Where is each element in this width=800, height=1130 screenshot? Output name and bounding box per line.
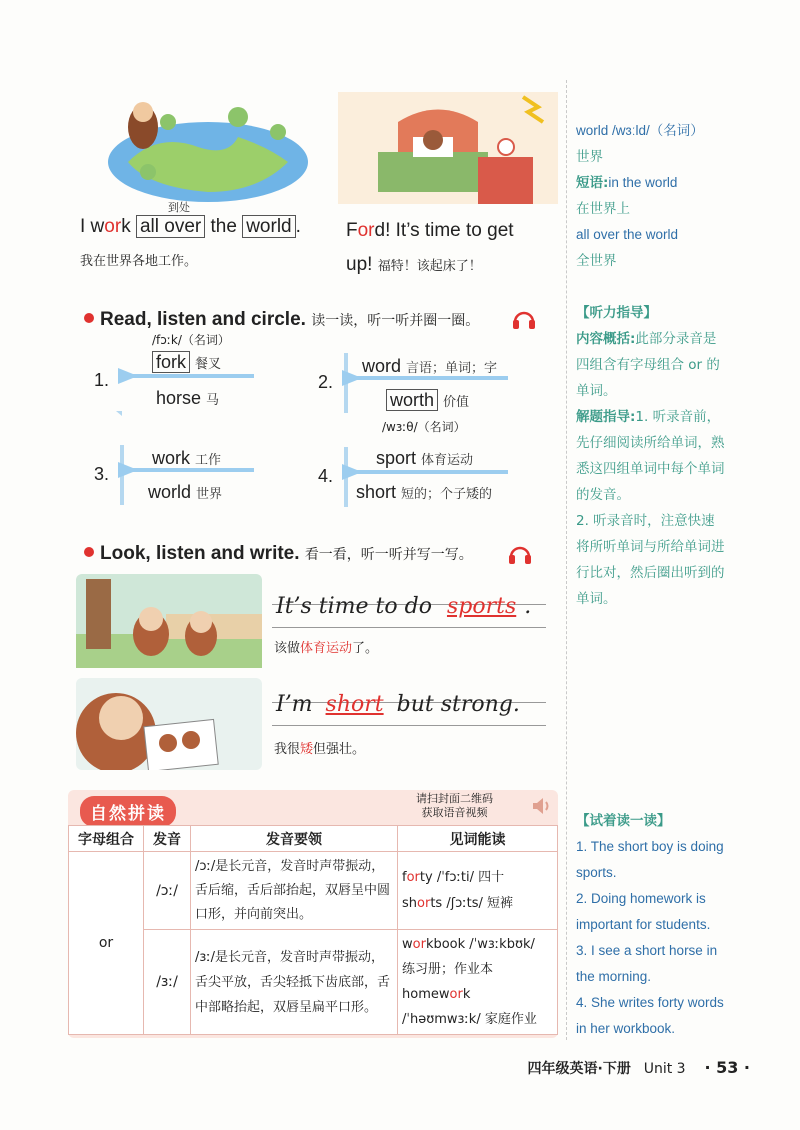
group2-word1-cn: 言语；单词；字 [406,360,498,375]
group2-word1-text: word [362,356,402,376]
try-read-item: 2. Doing homework is important for students. [576,891,711,932]
left-sentence-part: the [205,216,243,237]
group2-word2-text: worth [386,389,438,411]
group3-word2[interactable] [148,482,222,503]
vocab-word: world /wɜːld/（名词） [576,123,704,138]
left-sentence-part: . [295,216,301,237]
example-word [402,865,553,891]
group2-phonetic: /wɜːθ/（名词） [382,420,466,434]
group4-word2-text: short [356,482,397,502]
group1-phonetic: /fɔːk/（名词） [152,333,230,347]
right-sentence-part: F [346,220,358,241]
phonics-table [68,825,558,1035]
group4-word2[interactable] [356,482,492,503]
right-sentence-2 [346,254,482,276]
phonics-header-row [69,826,558,852]
summary-text: 此部分录音是四组含有字母组合 or 的单词。 [576,331,720,399]
headphones-icon[interactable] [508,543,532,565]
footer-unit: Unit 3 [643,1061,686,1077]
speaker-icon[interactable] [530,796,552,816]
globe-squirrel-illustration [88,92,318,202]
left-sentence-or: or [104,216,122,237]
tips-cell: /ɔː/是长元音，发音时声带振动，舌后缩，舌后部抬起，双唇呈中圆口形，并向前突出。 [191,852,398,930]
example-word [402,982,553,1007]
tips-label: 解题指导: [576,409,636,425]
word-part: ty /ˈfɔːti/ 四十 [419,869,505,885]
group1-word1-text: fork [152,351,190,373]
group3-word2-cn: 世界 [196,486,223,501]
note-everywhere: 到处 [168,201,190,214]
group4-word2-cn: 短的；个子矮的 [401,486,493,501]
words-cell [398,852,558,930]
look-section-title-cn: 看一看，听一听并写一写。 [304,546,473,562]
look-section-title: Look, listen and write. [100,543,300,564]
word-part: homew [402,987,450,1002]
example-word [402,932,553,957]
s1-answer: sports [446,594,517,619]
s2-after: but strong. [396,692,520,717]
group3-word1-text: work [152,448,191,468]
phrase-text: in the world [608,175,678,190]
summary-label: 内容概括: [576,331,636,347]
word-part: sh [402,895,418,911]
write-sentence-2[interactable] [276,692,520,717]
word-part: w [402,937,413,952]
group3-number: 3. [94,464,110,484]
right-translation: 福特！该起床了！ [377,259,482,274]
left-sentence-part: I w [80,216,105,237]
s2-before: I’m [276,692,313,717]
scan-note-1: 请扫封面二维码 [416,792,493,805]
squirrels-park-illustration [76,574,262,668]
sidebar-guide [576,300,728,612]
guide-title: 【听力指导】 [576,305,657,321]
s1-cn-highlight: 体育运动 [300,641,353,656]
group1-number: 1. [94,370,110,390]
group2-number: 2. [318,372,334,392]
group1-word2-text: horse [156,388,202,408]
read-section-title: Read, listen and circle. [100,309,306,330]
tip-2: 2. 听录音时，注意快速将所听单词与所给单词进行比对，然后圈出听到的单词。 [576,513,725,607]
read-section-heading [84,309,479,331]
try-read-item: 3. I see a short horse in the morning. [576,943,718,984]
group2-word2[interactable] [386,390,469,411]
group4-number: 4. [318,466,334,486]
scan-note [416,792,493,820]
group4-word1-text: sport [376,448,417,468]
bullet-dot [84,547,94,557]
footer-book: 四年级英语·下册 [527,1061,631,1077]
sidebar-divider [566,80,567,1040]
word-part: kbook /ˈwɜːkbʊk/ [425,937,535,952]
tip-1: 1. 听录音前，先仔细阅读所给单词，熟悉这四组单词中每个单词的发音。 [576,409,725,503]
sidebar-vocab [576,118,786,274]
group2-word1[interactable] [362,356,497,377]
group3-word1[interactable] [152,448,221,469]
word-part: f [402,869,407,885]
word-part: 练习册；作业本 [402,962,494,977]
s1-translation [274,637,378,656]
phrase-meaning: 在世界上 [576,201,630,217]
s1-after: . [524,594,532,619]
left-sentence-boxed: all over [136,215,205,238]
group1-word1[interactable] [152,352,221,373]
try-read-title: 【试着读一读】 [576,813,671,829]
left-sentence-part: k [121,216,136,237]
word-or: or [449,987,463,1002]
words-cell [398,930,558,1035]
s2-cn-after: 但强壮。 [313,742,366,757]
combo-cell: or [69,852,144,1035]
left-sentence-part: wor [246,216,277,237]
s2-cn-highlight: 矮 [300,742,314,757]
header-words: 见词能读 [398,826,558,852]
vocab-meaning: 世界 [576,149,603,165]
look-section-heading [84,543,473,565]
phonics-row [69,852,558,930]
bed-squirrel-illustration [338,92,558,204]
group3-word1-cn: 工作 [195,452,222,467]
right-sentence-part: d! It’s time to get [374,220,514,241]
header-sound: 发音 [144,826,191,852]
tips-cell: /ɜː/是长元音，发音时声带振动，舌尖平放，舌尖轻抵下齿底部，舌中部略抬起，双唇呈扁平口形。 [191,930,398,1035]
right-sentence-1 [346,220,514,242]
try-read-item: 1. The short boy is doing sports. [576,839,724,880]
word-part: /ˈhəʊmwɜːk/ 家庭作业 [402,1012,537,1027]
s2-cn-before: 我很 [274,742,301,757]
word-or: or [412,937,426,952]
header-tips: 发音要领 [191,826,398,852]
group2-word2-cn: 价值 [443,394,470,409]
group3-word2-text: world [148,482,192,502]
left-sentence-world [242,215,295,238]
s1-cn-after: 了。 [352,641,379,656]
squirrel-photo-illustration [76,678,262,770]
sound-cell: /ɔː/ [144,852,191,930]
right-sentence-up: up! [346,254,373,275]
left-sentence-part: ld [276,216,292,237]
s1-cn-before: 该做 [274,641,301,656]
left-sentence [80,216,301,238]
example-word [402,891,553,917]
try-read-item: 4. She writes forty words in her workbook. [576,995,724,1036]
phrase2-meaning: 全世界 [576,253,617,269]
word-part: k [462,987,471,1002]
bullet-dot [84,313,94,323]
page-number: · 53 · [704,1058,750,1077]
example-word [402,1007,553,1032]
example-word [402,957,553,982]
group1-word2-cn: 马 [206,392,220,407]
write-sentence-1[interactable] [276,594,531,619]
right-sentence-or: or [357,220,375,241]
phrase-label: 短语: [576,175,609,191]
sound-cell: /ɜː/ [144,930,191,1035]
headphones-icon[interactable] [512,308,536,330]
word-or: or [406,869,420,885]
word-part: ts /ʃɔːts/ 短裤 [430,895,513,911]
try-read-panel [576,808,734,1042]
header-combo: 字母组合 [69,826,144,852]
s2-answer: short [325,692,384,717]
page-footer [528,1058,751,1078]
group4-word1[interactable] [376,448,473,469]
word-or: or [417,895,431,911]
left-translation: 我在世界各地工作。 [80,254,198,269]
scan-note-2: 获取语音视频 [421,806,488,819]
group1-word1-cn: 餐叉 [195,356,222,371]
s1-before: It’s time to do [276,594,432,619]
read-section-title-cn: 读一读，听一听并圈一圈。 [311,312,480,328]
phrase2-text: all over the world [576,227,679,242]
phonics-badge: 自然拼读 [80,796,176,827]
group1-word2[interactable] [156,388,219,409]
group4-word1-cn: 体育运动 [421,452,474,467]
s2-translation [274,738,365,757]
